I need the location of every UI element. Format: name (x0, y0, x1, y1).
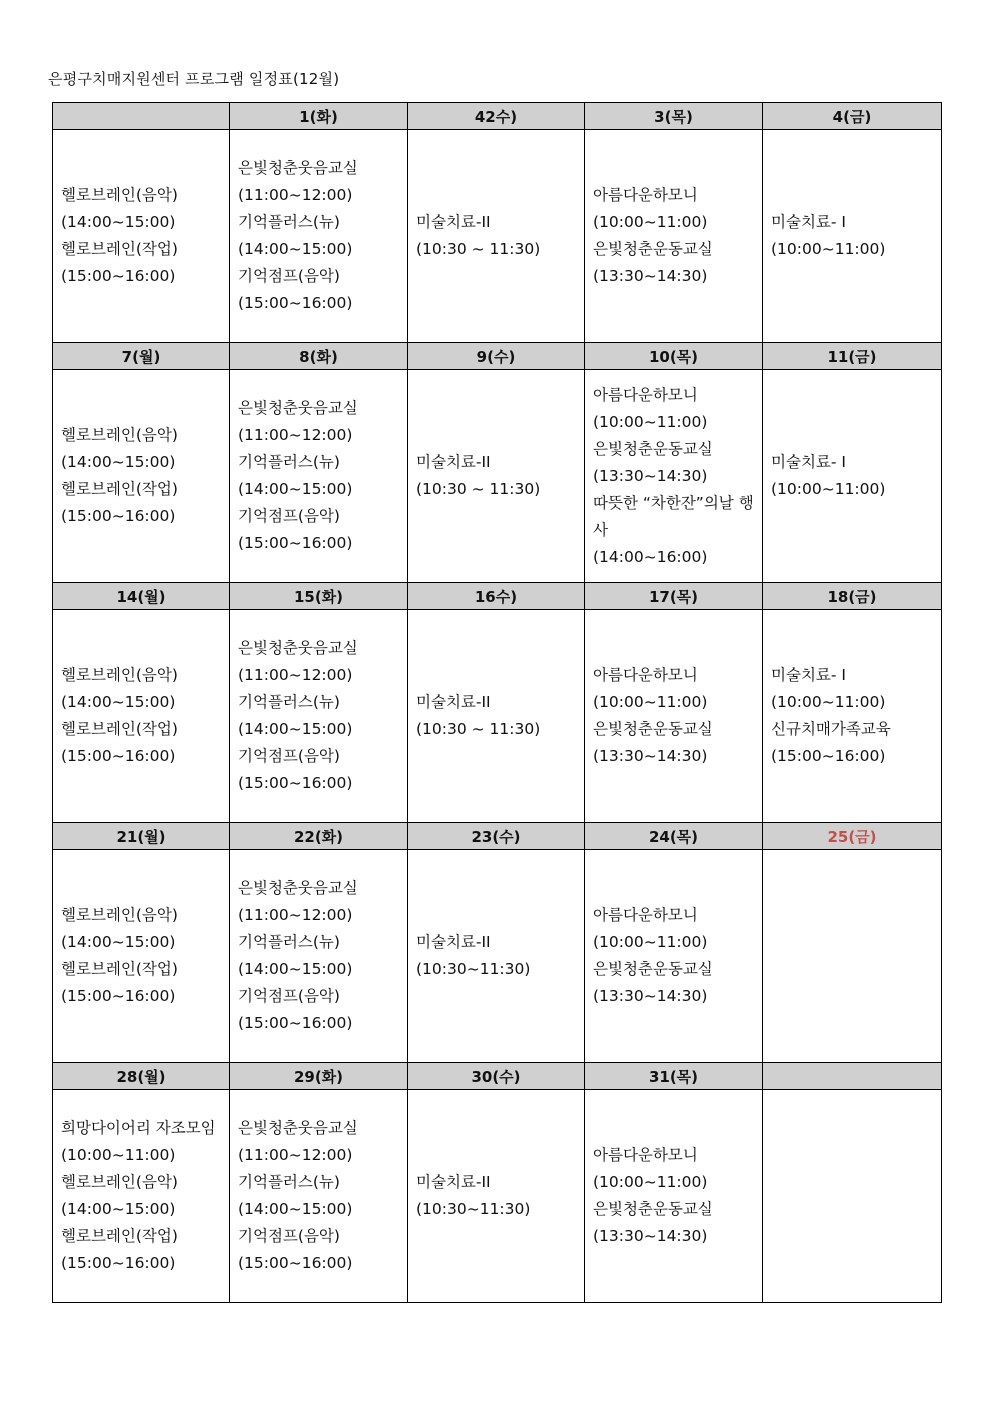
date-header-friday (763, 1063, 942, 1090)
program-line: 은빛청춘웃음교실 (238, 639, 358, 657)
program-line: (10:30~11:30) (416, 1200, 531, 1218)
date-header-thursday: 17(목) (585, 583, 763, 610)
program-line: (15:00~16:00) (61, 1254, 176, 1272)
program-line: (10:00~11:00) (593, 693, 708, 711)
program-line: 미술치료-II (416, 1173, 491, 1191)
program-line: (14:00~15:00) (238, 960, 353, 978)
program-line: (13:30~14:30) (593, 747, 708, 765)
program-line: 아름다운하모니 (593, 906, 698, 924)
program-line: (10:00~11:00) (593, 933, 708, 951)
date-header-wednesday: 30(수) (408, 1063, 585, 1090)
program-line: (13:30~14:30) (593, 1227, 708, 1245)
program-line: 은빛청춘웃음교실 (238, 159, 358, 177)
program-cell-monday (53, 1090, 230, 1303)
date-header-tuesday: 22(화) (230, 823, 408, 850)
date-header-wednesday: 23(수) (408, 823, 585, 850)
program-line: 기억플러스(뉴) (238, 453, 340, 471)
program-line: 헬로브레인(음악) (61, 426, 178, 444)
program-line: (10:30~11:30) (416, 960, 531, 978)
program-cell-monday (53, 370, 230, 583)
program-line: (15:00~16:00) (238, 1254, 353, 1272)
date-header-monday: 21(월) (53, 823, 230, 850)
program-line: 기억점프(음악) (238, 1227, 340, 1245)
program-line: (13:30~14:30) (593, 466, 708, 485)
program-cell-friday (763, 850, 942, 1063)
program-cell-friday (763, 130, 942, 343)
program-line: 미술치료- I (771, 213, 846, 231)
week-program-row (53, 370, 942, 583)
program-line: (10:00~11:00) (593, 213, 708, 231)
program-line: (14:00~15:00) (61, 1200, 176, 1218)
week-program-row (53, 130, 942, 343)
program-cell-friday (763, 370, 942, 583)
date-header-monday: 14(월) (53, 583, 230, 610)
program-line: 아름다운하모니 (593, 666, 698, 684)
date-header-friday: 25(금) (763, 823, 942, 850)
program-line: (10:00~11:00) (771, 693, 886, 711)
date-header-friday: 18(금) (763, 583, 942, 610)
program-line: (13:30~14:30) (593, 267, 708, 285)
program-cell-thursday (585, 130, 763, 343)
week-header-row (53, 823, 942, 850)
week-header-row (53, 103, 942, 130)
program-line: 기억플러스(뉴) (238, 1173, 340, 1191)
program-line: 기억플러스(뉴) (238, 933, 340, 951)
program-line: 희망다이어리 자조모임 (61, 1119, 216, 1137)
program-line: 미술치료-II (416, 453, 491, 471)
program-cell-thursday (585, 850, 763, 1063)
program-line: (10:30 ~ 11:30) (416, 720, 541, 738)
program-line: (14:00~15:00) (238, 1200, 353, 1218)
program-line: 미술치료- I (771, 666, 846, 684)
program-line: (10:30 ~ 11:30) (416, 480, 541, 498)
program-line: 헬로브레인(음악) (61, 666, 178, 684)
week-program-row (53, 850, 942, 1063)
program-line: 아름다운하모니 (593, 385, 698, 404)
program-line: 미술치료-II (416, 693, 491, 711)
date-header-friday: 4(금) (763, 103, 942, 130)
schedule-table (52, 102, 942, 1303)
date-header-tuesday: 29(화) (230, 1063, 408, 1090)
program-line: (15:00~16:00) (238, 294, 353, 312)
date-header-friday: 11(금) (763, 343, 942, 370)
program-cell-tuesday (230, 1090, 408, 1303)
program-line: (15:00~16:00) (238, 534, 353, 552)
program-line: 헬로브레인(작업) (61, 960, 178, 978)
program-line: 은빛청춘웃음교실 (238, 1119, 358, 1137)
program-line: (11:00~12:00) (238, 426, 353, 444)
program-line: 기억점프(음악) (238, 267, 340, 285)
program-line: (15:00~16:00) (61, 267, 176, 285)
program-line: 미술치료- I (771, 453, 846, 471)
program-line: (14:00~15:00) (238, 720, 353, 738)
program-line: 아름다운하모니 (593, 186, 698, 204)
program-cell-wednesday (408, 1090, 585, 1303)
program-line: (11:00~12:00) (238, 666, 353, 684)
program-cell-thursday (585, 610, 763, 823)
week-header-row (53, 583, 942, 610)
program-line: (14:00~15:00) (61, 453, 176, 471)
program-line: (10:30 ~ 11:30) (416, 240, 541, 258)
program-line: 은빛청춘웃음교실 (238, 879, 358, 897)
page-title: 은평구치매지원센터 프로그램 일정표(12월) (48, 70, 340, 88)
program-line: (15:00~16:00) (238, 1014, 353, 1032)
program-line: 기억점프(음악) (238, 747, 340, 765)
program-cell-friday (763, 1090, 942, 1303)
program-line: 은빛청춘웃음교실 (238, 399, 358, 417)
program-cell-wednesday (408, 610, 585, 823)
program-line: (10:00~11:00) (61, 1146, 176, 1164)
program-line: (11:00~12:00) (238, 1146, 353, 1164)
week-header-row (53, 343, 942, 370)
program-line: 은빛청춘운동교실 (593, 1200, 713, 1218)
program-line: (11:00~12:00) (238, 186, 353, 204)
program-cell-tuesday (230, 130, 408, 343)
program-line: 은빛청춘운동교실 (593, 240, 713, 258)
program-line: 헬로브레인(작업) (61, 1227, 178, 1245)
program-line: 헬로브레인(음악) (61, 906, 178, 924)
date-header-thursday: 10(목) (585, 343, 763, 370)
program-cell-friday (763, 610, 942, 823)
program-line: (10:00~11:00) (593, 412, 708, 431)
program-cell-thursday (585, 1090, 763, 1303)
date-header-thursday: 31(목) (585, 1063, 763, 1090)
program-cell-tuesday (230, 610, 408, 823)
program-line: 기억점프(음악) (238, 507, 340, 525)
program-line: 기억점프(음악) (238, 987, 340, 1005)
date-header-monday: 7(월) (53, 343, 230, 370)
program-line: (14:00~15:00) (61, 933, 176, 951)
program-cell-tuesday (230, 850, 408, 1063)
program-line: 헬로브레인(음악) (61, 1173, 178, 1191)
program-line: (15:00~16:00) (61, 747, 176, 765)
date-header-tuesday: 15(화) (230, 583, 408, 610)
week-header-row (53, 1063, 942, 1090)
program-cell-monday (53, 130, 230, 343)
week-program-row (53, 610, 942, 823)
program-line: 은빛청춘운동교실 (593, 439, 713, 458)
date-header-monday (53, 103, 230, 130)
program-line: (13:30~14:30) (593, 987, 708, 1005)
program-line: 은빛청춘운동교실 (593, 960, 713, 978)
program-cell-wednesday (408, 850, 585, 1063)
date-header-thursday: 3(목) (585, 103, 763, 130)
program-line: (14:00~15:00) (238, 240, 353, 258)
program-cell-wednesday (408, 370, 585, 583)
program-line: 미술치료-II (416, 933, 491, 951)
date-header-thursday: 24(목) (585, 823, 763, 850)
program-line: (14:00~15:00) (61, 213, 176, 231)
program-line: (15:00~16:00) (61, 507, 176, 525)
program-line: 기억플러스(뉴) (238, 213, 340, 231)
program-line: 헬로브레인(작업) (61, 720, 178, 738)
program-line: 헬로브레인(작업) (61, 480, 178, 498)
date-header-wednesday: 42수) (408, 103, 585, 130)
program-line: 헬로브레인(작업) (61, 240, 178, 258)
program-line: 미술치료-II (416, 213, 491, 231)
program-line: 따뜻한 “차한잔”의날 행사 (593, 493, 754, 539)
program-line: (10:00~11:00) (593, 1173, 708, 1191)
program-line: 헬로브레인(음악) (61, 186, 178, 204)
program-line: (14:00~15:00) (61, 693, 176, 711)
program-line: (14:00~15:00) (238, 480, 353, 498)
date-header-wednesday: 9(수) (408, 343, 585, 370)
program-line: 기억플러스(뉴) (238, 693, 340, 711)
program-cell-tuesday (230, 370, 408, 583)
program-cell-monday (53, 610, 230, 823)
program-cell-monday (53, 850, 230, 1063)
program-line: (10:00~11:00) (771, 240, 886, 258)
program-cell-wednesday (408, 130, 585, 343)
program-line: (10:00~11:00) (771, 480, 886, 498)
program-line: 아름다운하모니 (593, 1146, 698, 1164)
program-line: (15:00~16:00) (61, 987, 176, 1005)
date-header-tuesday: 1(화) (230, 103, 408, 130)
program-line: (14:00~16:00) (593, 547, 708, 566)
program-cell-thursday (585, 370, 763, 583)
program-line: (15:00~16:00) (238, 774, 353, 792)
program-line: 신규치매가족교육 (771, 720, 891, 738)
date-header-tuesday: 8(화) (230, 343, 408, 370)
date-header-monday: 28(월) (53, 1063, 230, 1090)
week-program-row (53, 1090, 942, 1303)
date-header-wednesday: 16수) (408, 583, 585, 610)
program-line: (15:00~16:00) (771, 747, 886, 765)
program-line: 은빛청춘운동교실 (593, 720, 713, 738)
program-line: (11:00~12:00) (238, 906, 353, 924)
